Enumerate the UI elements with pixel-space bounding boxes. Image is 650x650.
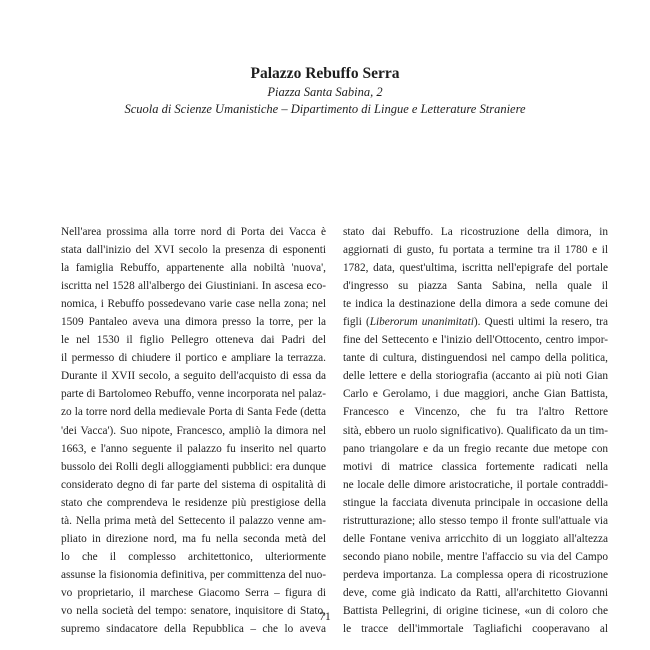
text-line: Battista Pellegrini, di origine ticinese, «un di coloro che bbox=[343, 604, 608, 617]
text-line: la famiglia Rebuffo, appartenente alla nobiltà 'nuova', bbox=[61, 262, 326, 275]
text-line: 1663, e l'anno seguente il palazzo fu inserito nel quarto bbox=[61, 442, 326, 455]
page-header bbox=[0, 64, 650, 118]
text-line: vo nella società del tempo: senatore, inquisitore di Stato, bbox=[61, 604, 326, 617]
text-line: stingue la facciata divenuta principale in occasione della bbox=[343, 496, 608, 509]
text-line: assunse la fisionomia definitiva, per committenza del nuo- bbox=[61, 568, 326, 581]
text-line: stato che comprendeva le residenze più prestigiose della bbox=[61, 496, 326, 509]
text-line: supremo sindacatore della Repubblica – che lo aveva bbox=[61, 623, 326, 636]
text-line: d'ingresso su piazza Santa Sabina, nella quale il bbox=[343, 280, 608, 293]
text-line: deve, come già indicato da Ratti, all'architetto Giovanni bbox=[343, 586, 608, 599]
text-line: nomica, i Rebuffo possedevano varie case nella zona; nel bbox=[61, 298, 326, 311]
text-line: tà. Nella prima metà del Settecento il palazzo venne am- bbox=[61, 514, 326, 527]
text-line: delle lettere e della storiografia (accanto ai più noti Gian bbox=[343, 370, 608, 383]
text-line: stato dai Rebuffo. La ricostruzione della dimora, in bbox=[343, 226, 608, 238]
text-line: sità, ebbero un ruolo significativo). Qualificato da un tim- bbox=[343, 424, 608, 437]
text-line: lo che il complesso architettonico, ulteriormente bbox=[61, 550, 326, 563]
text-line: stata dall'inizio del XVI secolo la presenza di esponenti bbox=[61, 244, 326, 257]
text-line: Durante il XVII secolo, a seguito dell'acquisto di essa da bbox=[61, 370, 326, 383]
text-line: le tracce dell'immortale Tagliafichi cooperavano al bbox=[343, 623, 608, 636]
body-column-right bbox=[343, 223, 608, 638]
text-line: 1509 Pantaleo aveva una dimora presso la torre, per la bbox=[61, 316, 326, 329]
text-line: il permesso di chiudere il portico e ampliare la terrazza. bbox=[61, 352, 326, 365]
text-line: considerato degno di far parte del sistema di ospitalità di bbox=[61, 478, 326, 491]
text-line: perdeva importanza. La complessa opera di ricostruzione bbox=[343, 568, 608, 581]
text-line: Carlo e Gerolamo, i due maggiori, anche Gian Battista, bbox=[343, 388, 608, 401]
text-line: vo proprietario, il marchese Giacomo Serra – figura di bbox=[61, 586, 326, 599]
text-line: figli (Liberorum unanimitati). Questi ultimi la resero, tra bbox=[343, 316, 608, 329]
text-line: aggiornati di gusto, fu portata a termine tra il 1780 e il bbox=[343, 244, 608, 257]
page-title: Palazzo Rebuffo Serra bbox=[250, 65, 400, 82]
text-line: 1782, data, quest'ultima, iscritta nell'epigrafe del portale bbox=[343, 262, 608, 275]
text-line: 'dei Vacca'). Suo nipote, Francesco, ampliò la dimora nel bbox=[61, 424, 326, 437]
text-line: pliato in direzione nord, ma fu nella seconda metà del bbox=[61, 532, 326, 545]
text-line: Nell'area prossima alla torre nord di Porta dei Vacca è bbox=[61, 226, 326, 238]
text-line: zo la torre nord della medievale Porta di Santa Fede (detta bbox=[61, 406, 326, 419]
text-line: secondo piano nobile, mentre l'affaccio su via del Campo bbox=[343, 550, 608, 563]
text-line: pano triangolare e da un fregio recante due metope con bbox=[343, 442, 608, 455]
text-line: ne locale delle dimore aristocratiche, il portale contraddi- bbox=[343, 478, 608, 491]
text-line: te indica la destinazione della dimora a sede comune dei bbox=[343, 298, 608, 311]
text-line: fine del Settecento e l'inizio dell'Ottocento, centro impor- bbox=[343, 334, 608, 347]
text-line: iscritta nel 1528 all'albergo dei Giustiniani. In ascesa eco- bbox=[61, 280, 326, 293]
text-line: Francesco e Vincenzo, che fu tra l'altro Rettore bbox=[343, 406, 608, 419]
text-line: tante di cultura, distinguendosi nel campo della politica, bbox=[343, 352, 608, 365]
page-number: 71 bbox=[319, 611, 331, 623]
latin-phrase: Liberorum unanimitati bbox=[369, 316, 474, 329]
text-line: motivi di matrice classica fortemente radicati nella bbox=[343, 460, 608, 473]
text-line: parte di Bartolomeo Rebuffo, venne incorporata nel palaz- bbox=[61, 388, 326, 401]
text-line: bussolo dei Rolli degli alloggiamenti pubblici: era dunque bbox=[61, 460, 326, 473]
text-line: le nel 1530 il figlio Pellegro otteneva dai Padri del bbox=[61, 334, 326, 347]
text-line: delle Fontane veniva arricchito di un loggiato all'altezza bbox=[343, 532, 608, 545]
address-subtitle: Piazza Santa Sabina, 2 bbox=[267, 85, 383, 99]
department-subtitle: Scuola di Scienze Umanistiche – Dipartimento di Lingue e Letterature Straniere bbox=[124, 102, 526, 116]
body-column-left bbox=[61, 223, 326, 638]
text-line: ristrutturazione; allo stesso tempo il fronte sull'attuale via bbox=[343, 514, 608, 527]
